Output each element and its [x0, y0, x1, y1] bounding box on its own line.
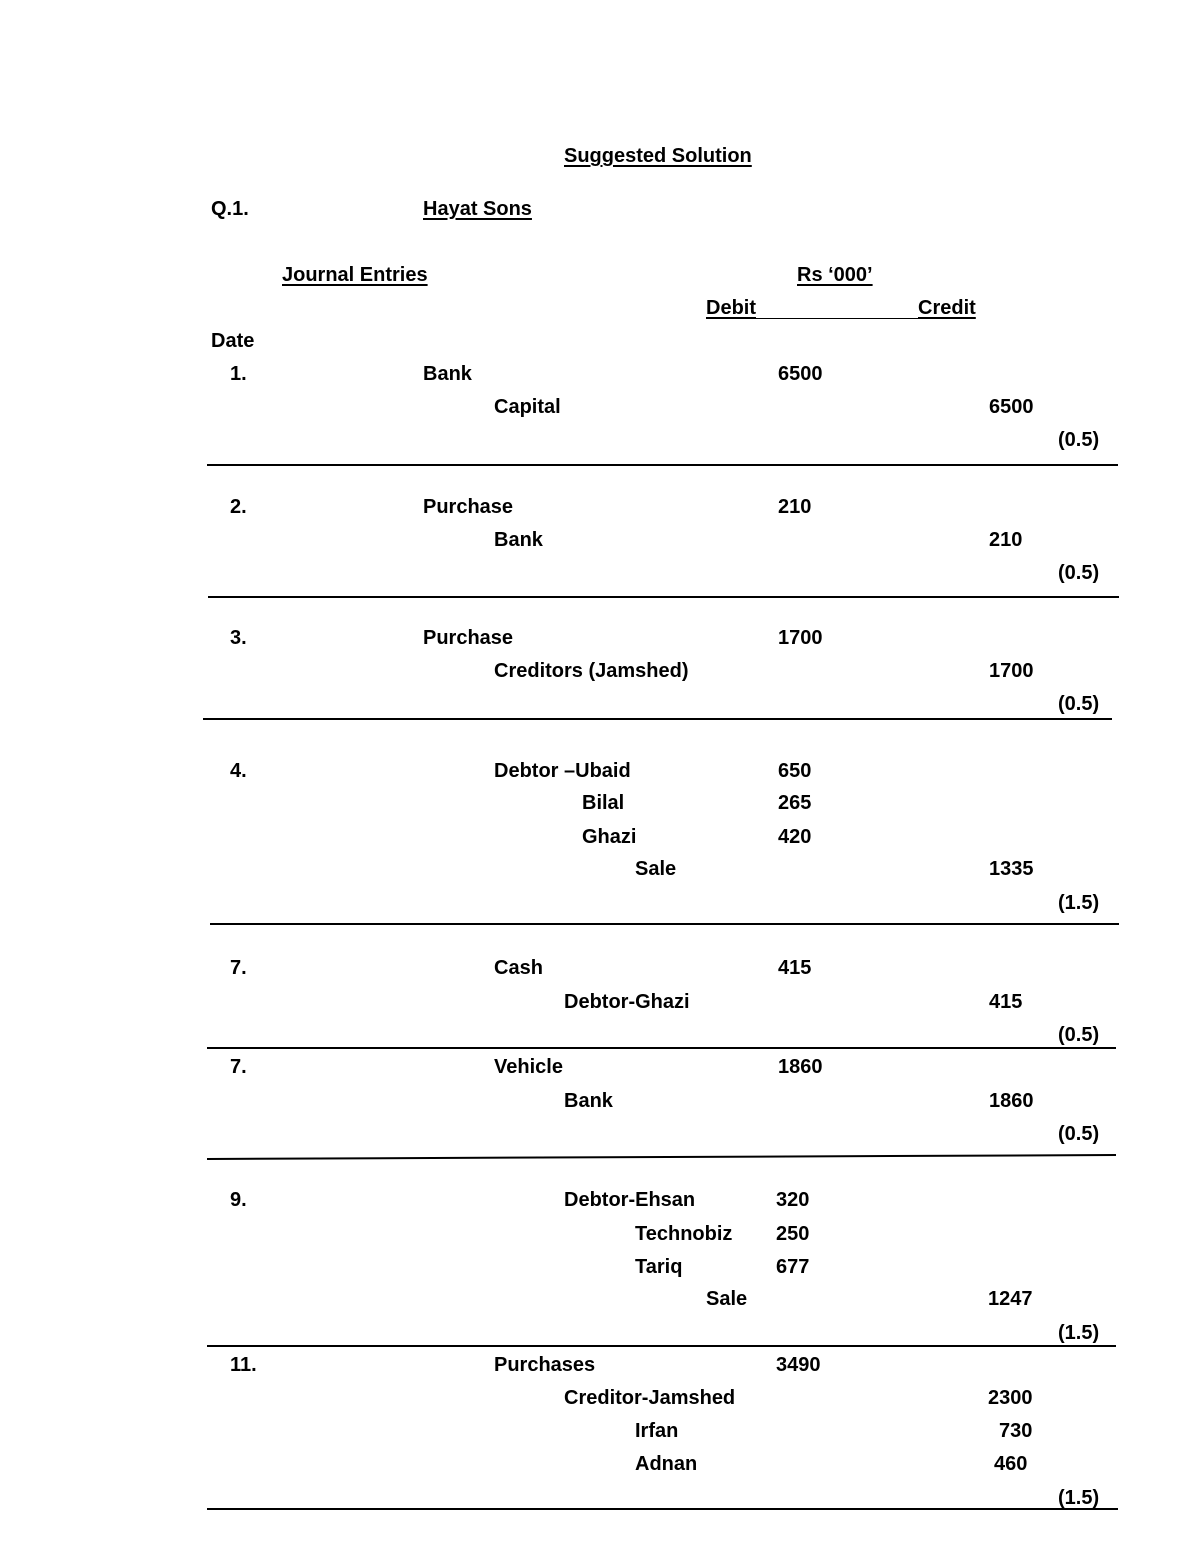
question-number: Q.1. — [211, 198, 249, 220]
entry-divider — [210, 923, 1119, 925]
credit-account: Sale — [635, 858, 677, 880]
entry-date: 4. — [230, 760, 247, 782]
credit-amount: 2300 — [988, 1387, 1033, 1409]
debit-amount: 420 — [778, 826, 812, 848]
column-header-underline — [756, 318, 918, 319]
credit-account: Capital — [494, 396, 561, 418]
entry-date: 2. — [230, 496, 247, 518]
currency-unit: Rs ‘000’ — [797, 264, 873, 286]
entry-marks: (0.5) — [1058, 693, 1100, 715]
credit-amount: 1335 — [989, 858, 1034, 880]
entry-date: 1. — [230, 363, 247, 385]
debit-amount: 415 — [778, 957, 812, 979]
debit-account: Tariq — [635, 1256, 683, 1278]
entry-date: 11. — [230, 1354, 257, 1376]
entry-marks: (1.5) — [1058, 892, 1100, 914]
credit-account: Bank — [564, 1090, 613, 1112]
debit-amount: 1860 — [778, 1056, 823, 1078]
debit-account: Purchase — [423, 496, 514, 518]
debit-amount: 265 — [778, 792, 812, 814]
debit-account: Bank — [423, 363, 472, 385]
entry-divider — [208, 596, 1119, 598]
journal-title: Journal Entries — [282, 264, 428, 286]
debit-amount: 250 — [776, 1223, 810, 1245]
credit-column-header: Credit — [918, 297, 976, 319]
credit-account: Irfan — [635, 1420, 679, 1442]
credit-account: Creditor-Jamshed — [564, 1387, 736, 1409]
entry-marks: (0.5) — [1058, 429, 1100, 451]
page-heading: Suggested Solution — [564, 145, 752, 167]
credit-account: Creditors (Jamshed) — [494, 660, 689, 682]
entry-marks: (1.5) — [1058, 1487, 1100, 1509]
entry-divider — [203, 718, 1112, 720]
debit-account: Bilal — [582, 792, 625, 814]
date-column-header: Date — [211, 330, 255, 352]
entry-date: 9. — [230, 1189, 247, 1211]
entry-marks: (1.5) — [1058, 1322, 1100, 1344]
entry-marks: (0.5) — [1058, 1123, 1100, 1145]
credit-amount: 1700 — [989, 660, 1034, 682]
credit-amount: 460 — [994, 1453, 1028, 1475]
debit-account: Purchase — [423, 627, 514, 649]
debit-amount: 1700 — [778, 627, 823, 649]
debit-amount: 210 — [778, 496, 812, 518]
debit-amount: 3490 — [776, 1354, 821, 1376]
credit-amount: 6500 — [989, 396, 1034, 418]
credit-amount: 1247 — [988, 1288, 1033, 1310]
credit-amount: 1860 — [989, 1090, 1034, 1112]
debit-account: Ghazi — [582, 826, 637, 848]
debit-amount: 6500 — [778, 363, 823, 385]
entry-date: 7. — [230, 957, 247, 979]
entry-divider — [207, 1508, 1118, 1510]
debit-account: Vehicle — [494, 1056, 563, 1078]
entry-divider — [207, 464, 1118, 466]
entry-date: 7. — [230, 1056, 247, 1078]
debit-account: Technobiz — [635, 1223, 733, 1245]
debit-amount: 650 — [778, 760, 812, 782]
entry-marks: (0.5) — [1058, 562, 1100, 584]
entry-marks: (0.5) — [1058, 1024, 1100, 1046]
debit-amount: 320 — [776, 1189, 810, 1211]
debit-account: Debtor –Ubaid — [494, 760, 631, 782]
credit-amount: 210 — [989, 529, 1023, 551]
credit-amount: 415 — [989, 991, 1023, 1013]
entry-divider — [207, 1154, 1116, 1160]
entry-date: 3. — [230, 627, 247, 649]
debit-column-header: Debit — [706, 297, 756, 319]
debit-account: Purchases — [494, 1354, 596, 1376]
debit-account: Cash — [494, 957, 543, 979]
debit-account: Debtor-Ehsan — [564, 1189, 696, 1211]
debit-amount: 677 — [776, 1256, 810, 1278]
entry-divider — [207, 1345, 1116, 1347]
entry-divider — [207, 1047, 1116, 1049]
credit-account: Adnan — [635, 1453, 698, 1475]
credit-amount: 730 — [999, 1420, 1033, 1442]
credit-account: Sale — [706, 1288, 748, 1310]
company-name: Hayat Sons — [423, 198, 532, 220]
credit-account: Bank — [494, 529, 543, 551]
credit-account: Debtor-Ghazi — [564, 991, 690, 1013]
